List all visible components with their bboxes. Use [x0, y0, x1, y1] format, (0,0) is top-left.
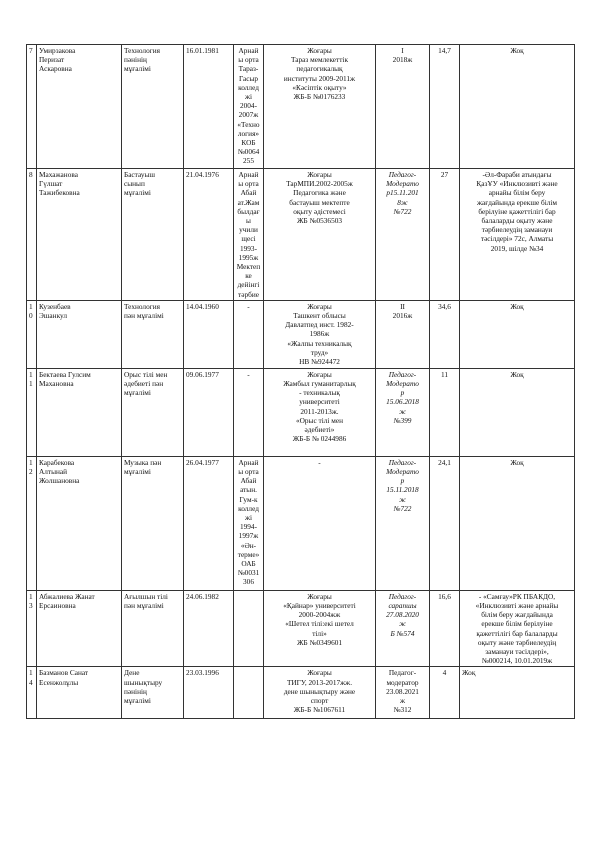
higher-education: -	[264, 456, 376, 590]
higher-education: Жоғары ТИГУ, 2013-2017жж. дене шынықтыру және спорт ЖБ-Б №1067611	[264, 667, 376, 719]
row-number: 8	[27, 169, 37, 301]
category: Педагог- Модерато р15.11.201 8ж №722	[376, 169, 430, 301]
teacher-name: Умирзакова Перизат Аскаровна	[37, 45, 122, 169]
higher-education: Жоғары Тараз мемлекеттік педагогикалық институты 2009-2011ж «Кәсіптік оқыту» ЖБ-Б №0176233	[264, 45, 376, 169]
secondary-education: Арнай ы орта Абай атын. Гум-к коллед жі 1994- 1997ж «Ән- терме» ОАБ №0031 306	[234, 456, 264, 590]
position: Ағылшын тілі пән мұғалімі	[122, 590, 184, 667]
category: Педагог- Модерато р 15.06.2018 ж №399	[376, 368, 430, 456]
experience: 16,6	[430, 590, 460, 667]
secondary-education: Арнай ы орта Абай ат.Жам былдағ ы учили щесі 1993- 1995ж Мектеп ке дейінгі тәрбие	[234, 169, 264, 301]
teacher-name: Абжалиева Жанат Ерсаиновна	[37, 590, 122, 667]
secondary-education: Арнай ы орта Тараз- Гасыр коллед жі 2004- 2007ж «Техно логия» КОБ №0064 255	[234, 45, 264, 169]
teacher-name: Карабекова Алтынай Жолшановна	[37, 456, 122, 590]
birth-date: 09.06.1977	[184, 368, 234, 456]
birth-date: 23.03.1996	[184, 667, 234, 719]
courses-note: - «Самғау»РК ПБАКДО, «Инклюзивті және арнайы білім беру жағдайында ерекше білім берілуіне қажеттілігі бар балаларды оқыту және тәрбиелеудің заманауи тәсілдері», №000214, 10.01.2019ж	[460, 590, 575, 667]
courses-note: Жоқ	[460, 368, 575, 456]
higher-education: Жоғары Ташкент облысы Давлатпед инст. 1982- 1986ж «Жалпы техникалық труд» НВ №924472	[264, 300, 376, 368]
position: Музыка пән мұғалімі	[122, 456, 184, 590]
table-row	[27, 456, 575, 590]
row-number: 7	[27, 45, 37, 169]
row-number: 1 1	[27, 368, 37, 456]
table-row	[27, 300, 575, 368]
teacher-name: Махажанова Гүлшат Тажибековна	[37, 169, 122, 301]
courses-note: Жоқ	[460, 456, 575, 590]
courses-note: Жоқ	[460, 300, 575, 368]
higher-education: Жоғары Жамбыл гуманитарлық - техникалық университеті 2011-2013ж. «Орыс тілі мен әдебиеті» ЖБ-Б № 0244986	[264, 368, 376, 456]
teacher-name: Бектаева Гулсим Махановна	[37, 368, 122, 456]
position: Дене шынықтыру пәнінің мұғалімі	[122, 667, 184, 719]
higher-education: Жоғары «Қайнар» университеті 2000-2004жж «Шетел тілі:екі шетел тілі» ЖБ №0349601	[264, 590, 376, 667]
category: Педагог- модератор 23.08.2021 ж №312	[376, 667, 430, 719]
position: Технология пән мұғалімі	[122, 300, 184, 368]
secondary-education	[234, 590, 264, 667]
experience: 24,1	[430, 456, 460, 590]
birth-date: 14.04.1960	[184, 300, 234, 368]
category: II 2016ж	[376, 300, 430, 368]
birth-date: 16.01.1981	[184, 45, 234, 169]
experience: 11	[430, 368, 460, 456]
row-number: 1 4	[27, 667, 37, 719]
experience: 4	[430, 667, 460, 719]
table-row	[27, 45, 575, 169]
courses-note: -Әл-Фараби атындағы ҚазҰУ «Инклюзивті және арнайы білім беру жағдайында ерекше білім берілуіне қажеттілігі бар балаларды оқыту және тәрбиелеудің заманауи тәсілдері» 72с, Алматы 2019, шілде №34	[460, 169, 575, 301]
position: Бастауыш сынып мұғалімі	[122, 169, 184, 301]
secondary-education: -	[234, 300, 264, 368]
table-row	[27, 368, 575, 456]
row-number: 1 0	[27, 300, 37, 368]
courses-note: Жоқ	[460, 45, 575, 169]
birth-date: 26.04.1977	[184, 456, 234, 590]
category: I 2018ж	[376, 45, 430, 169]
staff-table	[26, 44, 575, 719]
table-row	[27, 169, 575, 301]
teacher-name: Базманов Санат Есенжолұлы	[37, 667, 122, 719]
position: Орыс тілі мен әдебиеті пән мұғалімі	[122, 368, 184, 456]
experience: 34,6	[430, 300, 460, 368]
table-row	[27, 667, 575, 719]
secondary-education	[234, 667, 264, 719]
courses-note: Жоқ	[460, 667, 575, 719]
category: Педагог- сарапшы 27.08.2020 ж Б №574	[376, 590, 430, 667]
experience: 14,7	[430, 45, 460, 169]
row-number: 1 2	[27, 456, 37, 590]
position: Технология пәнінің мұғалімі	[122, 45, 184, 169]
experience: 27	[430, 169, 460, 301]
row-number: 1 3	[27, 590, 37, 667]
category: Педагог- Модерато р 15.11.2018 ж №722	[376, 456, 430, 590]
table-row	[27, 590, 575, 667]
higher-education: Жоғары ТарМПИ.2002-2005ж Педагогика және бастауыш мектепте оқыту әдістемесі ЖБ №0536503	[264, 169, 376, 301]
secondary-education: -	[234, 368, 264, 456]
birth-date: 21.04.1976	[184, 169, 234, 301]
birth-date: 24.06.1982	[184, 590, 234, 667]
teacher-name: Кузенбаев Эшанкул	[37, 300, 122, 368]
